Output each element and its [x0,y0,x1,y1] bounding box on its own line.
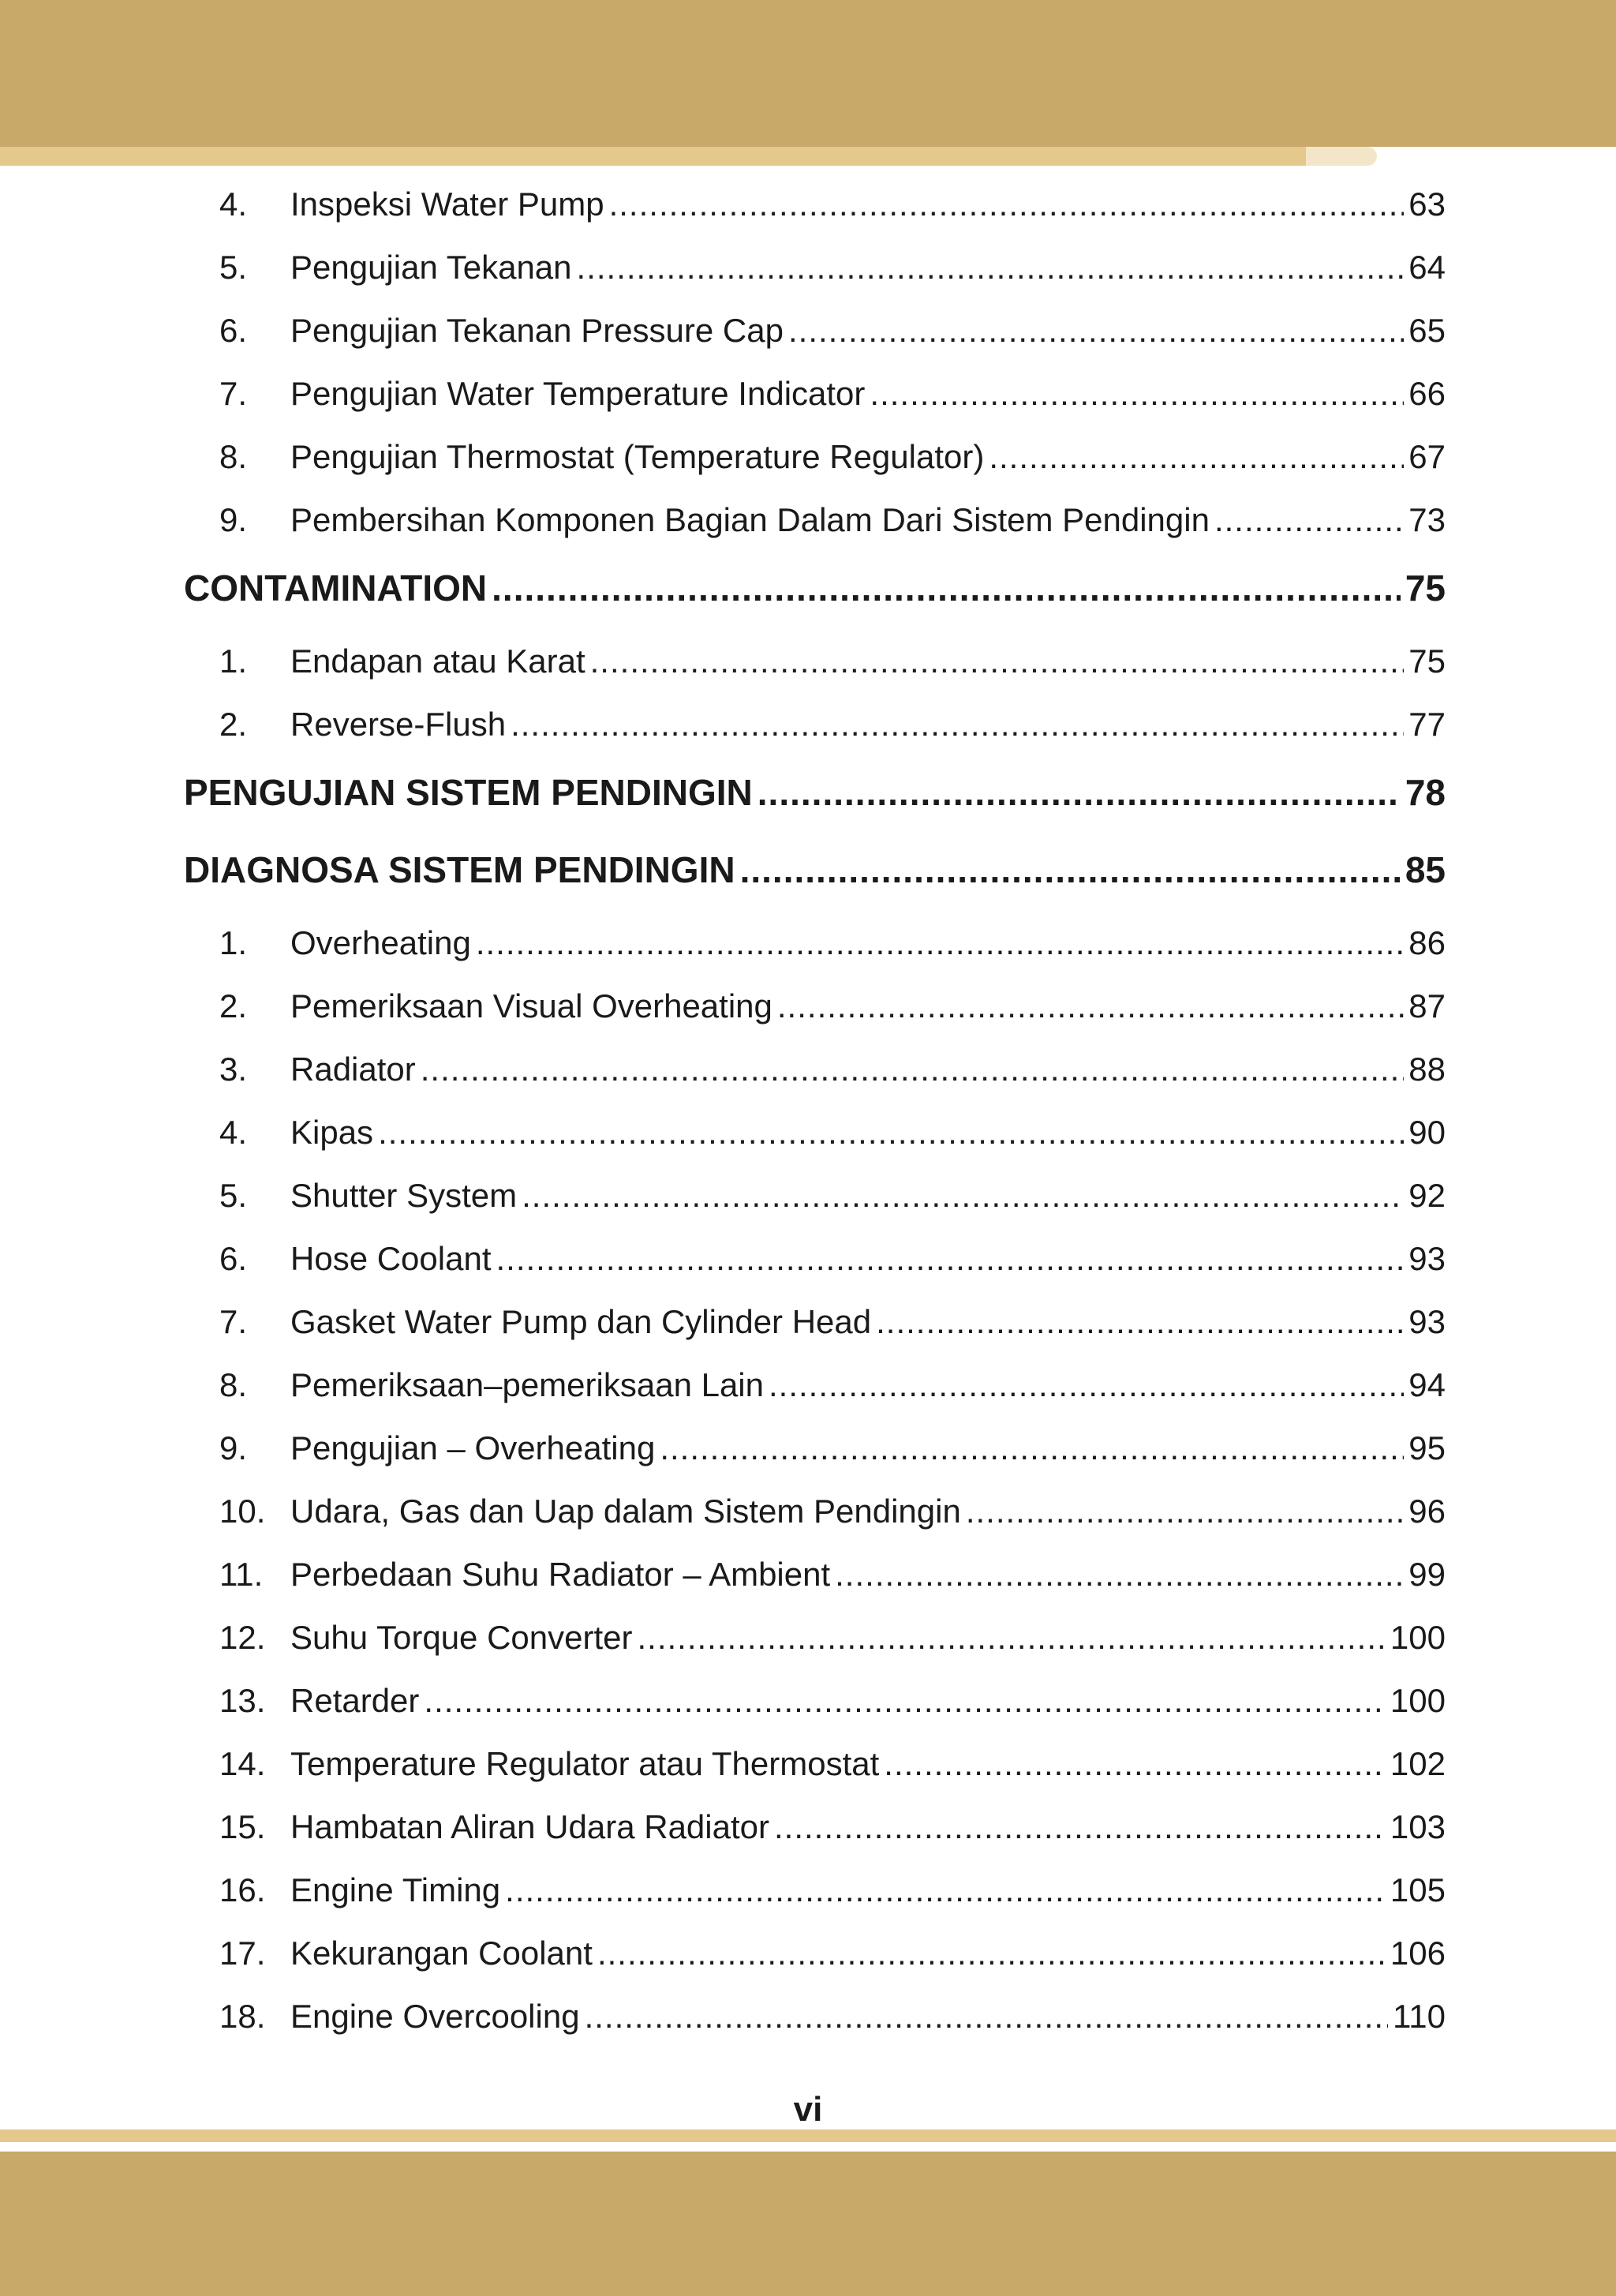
toc-entry-title: Pembersihan Komponen Bagian Dalam Dari Sistem Pendingin [290,501,1210,538]
toc-entry-title: Gasket Water Pump dan Cylinder Head [290,1303,872,1340]
toc-section-heading[interactable] [0,563,1616,613]
header-band [0,0,1616,147]
dot-leader [522,1177,1404,1215]
toc-entry-line [290,924,1446,962]
dot-leader [476,924,1404,962]
toc-entry-line [184,848,1446,891]
toc-entry-line [290,642,1446,680]
toc-entry-number: 13. [219,1682,266,1719]
toc-entry[interactable] [0,699,1616,750]
toc-entry-number: 2. [219,706,248,743]
toc-entry-title: Pengujian Tekanan [290,249,572,286]
dot-leader [876,1303,1404,1341]
toc-entry-line [290,438,1446,476]
toc-entry-line [290,706,1446,743]
toc-entry-page: 73 [1408,501,1446,538]
toc-entry-number: 10. [219,1493,266,1530]
toc-entry-page: 93 [1408,1240,1446,1277]
toc-entry-line [184,567,1446,609]
dot-leader [496,1240,1404,1278]
dot-leader [638,1619,1386,1657]
toc-entry-title: Overheating [290,924,471,961]
toc-entry-number: 1. [219,642,248,680]
dot-leader [424,1682,1386,1720]
dot-leader [774,1808,1386,1846]
toc-entry-line [290,312,1446,350]
toc-entry-page: 78 [1405,772,1446,813]
toc-entry[interactable] [0,305,1616,356]
toc-entry-page: 100 [1390,1619,1446,1656]
toc-entry-title: Retarder [290,1682,420,1719]
page-number: vi [793,2090,823,2129]
toc-entry-number: 1. [219,924,248,961]
toc-entry[interactable] [0,1044,1616,1095]
toc-entry-line [290,1998,1446,2036]
toc-entry-number: 11. [219,1556,264,1593]
toc-entry[interactable] [0,179,1616,230]
toc-entry-number: 7. [219,1303,248,1340]
toc-entry-title: Temperature Regulator atau Thermostat [290,1745,880,1782]
dot-leader [769,1366,1404,1404]
toc-entry-page: 106 [1390,1935,1446,1972]
toc-entry-title: Pemeriksaan–pemeriksaan Lain [290,1366,764,1403]
toc-entry-page: 103 [1390,1808,1446,1845]
toc-entry-line [290,501,1446,539]
dot-leader [660,1429,1404,1467]
toc-entry-number: 6. [219,312,248,349]
toc-entry-line [290,1366,1446,1404]
toc-entry-page: 65 [1408,312,1446,349]
toc-entry[interactable] [0,1486,1616,1537]
toc-section-heading[interactable] [0,767,1616,818]
toc-entry-title: Engine Overcooling [290,1998,580,2035]
toc-entry-title: DIAGNOSA SISTEM PENDINGIN [184,849,735,890]
dot-leader [378,1114,1404,1152]
header-stripe-tip [1306,147,1377,166]
toc-entry-title: Reverse-Flush [290,706,507,743]
toc-entry-page: 85 [1405,849,1446,890]
toc-entry-title: Perbedaan Suhu Radiator – Ambient [290,1556,831,1593]
toc-entry-line [290,1935,1446,1972]
toc-entry-number: 4. [219,1114,248,1151]
toc-entry-page: 67 [1408,438,1446,475]
toc-entry-title: Inspeksi Water Pump [290,185,604,223]
toc-entry-title: Endapan atau Karat [290,642,585,680]
toc-entry-line [290,375,1446,413]
footer-stripe [0,2129,1616,2142]
toc-entry[interactable] [0,495,1616,545]
dot-leader [966,1493,1404,1530]
toc-entry-line [290,1429,1446,1467]
toc-entry-title: CONTAMINATION [184,567,488,609]
toc-entry-number: 9. [219,1429,248,1466]
dot-leader [597,1935,1386,1972]
toc-entry[interactable] [0,636,1616,687]
dot-leader [577,249,1405,287]
toc-entry-title: Pengujian – Overheating [290,1429,656,1466]
header-stripe [0,147,1341,166]
toc-entry-page: 100 [1390,1682,1446,1719]
toc-entry-number: 5. [219,1177,248,1214]
toc-entry-page: 86 [1408,924,1446,961]
toc-entry-title: Pengujian Water Temperature Indicator [290,375,866,412]
toc-entry-number: 17. [219,1935,266,1972]
toc-entry[interactable] [0,1423,1616,1474]
toc-entry-title: Shutter System [290,1177,518,1214]
toc-entry-line [290,1556,1446,1594]
dot-leader [492,567,1401,609]
toc-entry[interactable] [0,1802,1616,1852]
toc-entry[interactable] [0,242,1616,293]
toc-entry-line [290,185,1446,223]
toc-entry-title: Suhu Torque Converter [290,1619,633,1656]
toc-entry-number: 2. [219,987,248,1024]
dot-leader [590,642,1405,680]
toc-entry-number: 6. [219,1240,248,1277]
toc-entry-title: Pemeriksaan Visual Overheating [290,987,772,1024]
toc-entry-page: 77 [1408,706,1446,743]
toc-entry[interactable] [0,1739,1616,1789]
toc-entry-page: 66 [1408,375,1446,412]
toc-entry-number: 4. [219,185,248,223]
toc-entry[interactable] [0,1107,1616,1158]
toc-entry[interactable] [0,1297,1616,1347]
toc-entry-title: Radiator [290,1051,416,1088]
toc-entry-title: Pengujian Tekanan Pressure Cap [290,312,784,349]
toc-entry-title: Kekurangan Coolant [290,1935,593,1972]
dot-leader [609,185,1405,223]
toc-entry-page: 75 [1405,567,1446,609]
dot-leader [758,771,1401,814]
toc-entry-page: 63 [1408,185,1446,223]
toc-entry-page: 95 [1408,1429,1446,1466]
toc-entry-page: 90 [1408,1114,1446,1151]
toc-entry-number: 7. [219,375,248,412]
toc-entry-title: Udara, Gas dan Uap dalam Sistem Pendingin [290,1493,961,1530]
toc-entry-line [290,1493,1446,1530]
dot-leader [777,987,1404,1025]
toc-entry-page: 87 [1408,987,1446,1024]
toc-entry-title: Hambatan Aliran Udara Radiator [290,1808,769,1845]
dot-leader [989,438,1404,476]
toc-entry[interactable] [0,1170,1616,1221]
toc-entry-line [290,1240,1446,1278]
dot-leader [788,312,1404,350]
toc-entry-line [290,1114,1446,1152]
toc-entry-line [290,1745,1446,1783]
toc-entry-title: Engine Timing [290,1871,501,1908]
toc-entry-number: 9. [219,501,248,538]
dot-leader [421,1051,1405,1088]
toc-entry-page: 94 [1408,1366,1446,1403]
toc-entry[interactable] [0,1928,1616,1979]
toc-entry[interactable] [0,1676,1616,1726]
toc-entry-number: 15. [219,1808,266,1845]
dot-leader [740,848,1401,891]
toc-entry-line [290,987,1446,1025]
toc-entry-number: 16. [219,1871,266,1908]
toc-entry-line [290,249,1446,287]
dot-leader [870,375,1404,413]
toc-entry-title: Kipas [290,1114,374,1151]
toc-entry-number: 12. [219,1619,266,1656]
toc-entry-number: 5. [219,249,248,286]
toc-entry-page: 93 [1408,1303,1446,1340]
dot-leader [835,1556,1404,1594]
toc-entry[interactable] [0,1612,1616,1663]
footer-band [0,2152,1616,2296]
toc-entry[interactable] [0,1360,1616,1410]
toc-entry-number: 8. [219,438,248,475]
toc-entry[interactable] [0,1991,1616,2042]
toc-entry-line [184,771,1446,814]
toc-section-heading[interactable] [0,845,1616,895]
toc-entry-line [290,1177,1446,1215]
dot-leader [505,1871,1386,1909]
toc-entry[interactable] [0,918,1616,968]
toc-entry-page: 96 [1408,1493,1446,1530]
toc-entry-number: 18. [219,1998,266,2035]
toc-entry-page: 92 [1408,1177,1446,1214]
dot-leader [585,1998,1388,2036]
toc-entry-title: Pengujian Thermostat (Temperature Regulator) [290,438,985,475]
toc-entry-line [290,1871,1446,1909]
dot-leader [1214,501,1404,539]
toc-entry-page: 75 [1408,642,1446,680]
toc-entry-page: 99 [1408,1556,1446,1593]
toc-entry-number: 14. [219,1745,266,1782]
toc-entry[interactable] [0,1549,1616,1600]
toc-entry-title: Hose Coolant [290,1240,492,1277]
toc-entry-line [290,1051,1446,1088]
toc-entry-number: 8. [219,1366,248,1403]
toc-entry-page: 110 [1393,1998,1446,2035]
dot-leader [884,1745,1386,1783]
toc-entry-line [290,1682,1446,1720]
toc-entry[interactable] [0,1234,1616,1284]
toc-entry-number: 3. [219,1051,248,1088]
toc-entry-page: 64 [1408,249,1446,286]
toc-entry-page: 102 [1390,1745,1446,1782]
toc-entry[interactable] [0,1865,1616,1916]
toc-entry[interactable] [0,981,1616,1032]
toc-entry-page: 88 [1408,1051,1446,1088]
toc-entry[interactable] [0,369,1616,419]
toc-entry-title: PENGUJIAN SISTEM PENDINGIN [184,772,753,813]
toc-entry[interactable] [0,432,1616,482]
toc-entry-line [290,1303,1446,1341]
dot-leader [511,706,1404,743]
toc-entry-line [290,1619,1446,1657]
toc-entry-line [290,1808,1446,1846]
toc-entry-page: 105 [1390,1871,1446,1908]
